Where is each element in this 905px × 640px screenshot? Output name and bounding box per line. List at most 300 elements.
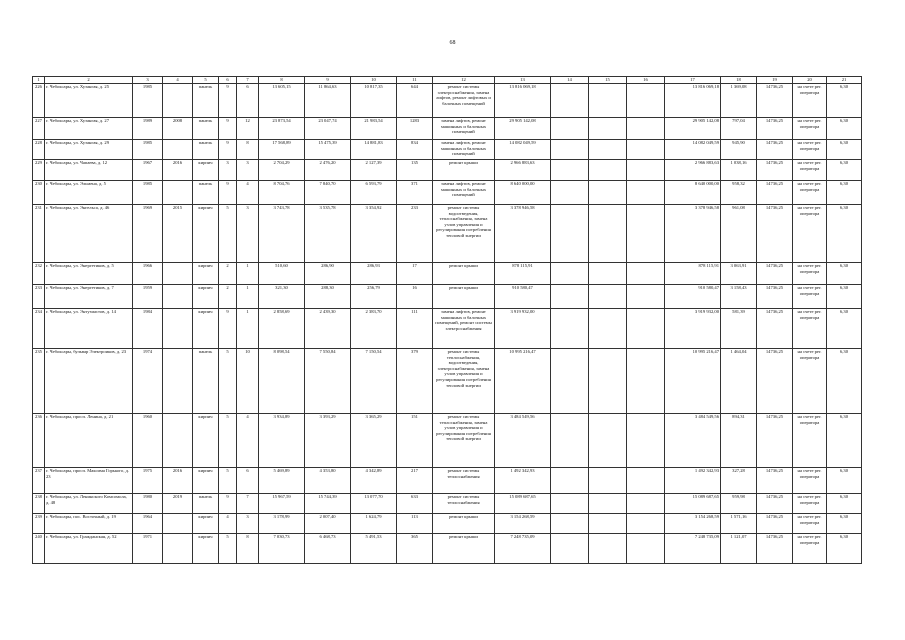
table-cell: 1974 [133,349,163,414]
table-cell: 14736,25 [757,309,793,349]
table-cell: 1 571,16 [721,514,757,534]
table-cell: 644 [397,84,433,118]
table-row [33,514,862,534]
table-cell: 3 354,92 [351,205,397,263]
table-cell [627,205,665,263]
table-cell: 3 535,78 [305,205,351,263]
header-cell: 17 [665,77,721,84]
table-cell: 29 905 142,08 [495,118,551,140]
table-cell: 6,30 [827,285,862,309]
table-cell: 15 475,39 [305,140,351,160]
table-cell [589,84,627,118]
table-cell: 8 640 000,00 [665,181,721,205]
table-cell: 232 [33,263,45,285]
table-cell: 3 743,78 [259,205,305,263]
table-cell: 14736,25 [757,349,793,414]
table-cell: 581,39 [721,309,757,349]
table-cell: 6,30 [827,160,862,181]
table-cell: кирпич [193,514,219,534]
table-cell: 10 995 216,47 [665,349,721,414]
table-cell: 226 [33,84,45,118]
table-cell: 7 840,70 [305,181,351,205]
table-cell: 1989 [133,118,163,140]
table-cell: 6,30 [827,514,862,534]
table-cell: кирпич [193,205,219,263]
table-cell [627,118,665,140]
table-cell: 910 580,47 [495,285,551,309]
table-cell: 2015 [163,205,193,263]
table-cell: на счете рег. оператора [793,263,827,285]
table-row [33,84,862,118]
table-cell: 7 550,84 [305,349,351,414]
table-cell: 1 [237,285,259,309]
header-cell: 16 [627,77,665,84]
table-cell: ремонт системы теплоснабжения [433,468,495,494]
table-cell: 3 378 946,58 [665,205,721,263]
table-cell [551,349,589,414]
table-cell: 1 [237,309,259,349]
table-cell: 6,30 [827,84,862,118]
table-cell: 958,32 [721,181,757,205]
table-cell: кирпич [193,534,219,564]
table-cell: на счете рег. оператора [793,285,827,309]
table-cell: 633 [397,494,433,514]
header-cell: 13 [495,77,551,84]
table-cell [163,514,193,534]
table-cell: на счете рег. оператора [793,140,827,160]
table-cell: 327,28 [721,468,757,494]
table-cell: 15 089 687,65 [665,494,721,514]
table-cell [551,140,589,160]
table-cell: 14736,25 [757,514,793,534]
table-cell [589,468,627,494]
table-cell: 4 353,80 [305,468,351,494]
table-cell: 3 393,29 [305,414,351,468]
table-cell: на счете рег. оператора [793,468,827,494]
table-cell: 7 248 735,09 [665,534,721,564]
table-cell: 834 [397,140,433,160]
table-cell [627,140,665,160]
table-cell: 237 [33,468,45,494]
table-cell [589,140,627,160]
table-cell [551,468,589,494]
table-cell: 17 [397,263,433,285]
table-cell: 8 [237,140,259,160]
table-cell: 14736,25 [757,414,793,468]
table-cell: 233 [397,205,433,263]
table-cell: 227 [33,118,45,140]
table-cell: 6 [237,468,259,494]
table-cell: 10 995 216,47 [495,349,551,414]
table-cell: 151 [397,414,433,468]
table-cell: 234 [33,309,45,349]
table-cell: 23 873,54 [259,118,305,140]
table-cell: 7 248 735,09 [495,534,551,564]
table-cell [163,263,193,285]
table-cell: панель [193,349,219,414]
table-cell: 8 098,54 [259,349,305,414]
table-cell [627,263,665,285]
table-cell [163,414,193,468]
table-cell: 6,30 [827,534,862,564]
table-cell: 4 [237,414,259,468]
table-cell: 14736,25 [757,84,793,118]
table-cell: 13 605,15 [259,84,305,118]
table-cell: 1975 [133,468,163,494]
header-cell: 1 [33,77,45,84]
table-cell: 7 150,54 [351,349,397,414]
table-cell: кирпич [193,263,219,285]
table-cell: г. Чебоксары, пос. Восточный, д. 19 [45,514,133,534]
table-cell: замена лифтов, ремонт машинных и балочных помещений [433,140,495,160]
table-cell: на счете рег. оператора [793,494,827,514]
table-cell [589,205,627,263]
table-cell [589,285,627,309]
table-cell: г. Чебоксары, просп. Ленина, д. 21 [45,414,133,468]
table-cell: 2 966 883,63 [665,160,721,181]
table-cell: 7 030,73 [259,534,305,564]
table-cell: 1967 [133,160,163,181]
table-cell: 11 864,63 [305,84,351,118]
table-cell [163,309,193,349]
table-cell: 4 [237,181,259,205]
table-cell: ремонт системы теплоснабжения [433,494,495,514]
header-cell: 10 [351,77,397,84]
table-cell: 4 [219,514,237,534]
table-row [33,160,862,181]
table-cell: 1969 [133,205,163,263]
table-cell [551,205,589,263]
table-cell: 2 704,29 [259,160,305,181]
table-cell: 9 [219,118,237,140]
table-cell: ремонт крыши [433,263,495,285]
table-cell: 1971 [133,534,163,564]
table-cell: 239 [33,514,45,534]
table-cell: на счете рег. оператора [793,118,827,140]
table-cell: ремонт системы водоотведения, теплоснабжения, замена узлов управления и регулирования потребления тепловой энергии [433,205,495,263]
header-cell: 20 [793,77,827,84]
table-cell: кирпич [193,414,219,468]
table-row [33,414,862,468]
table-cell: 3 934,89 [259,414,305,468]
table-cell: 961,08 [721,205,757,263]
header-cell: 15 [589,77,627,84]
table-cell: 14736,25 [757,160,793,181]
table-cell: 13 816 069,18 [495,84,551,118]
table-cell: 959,98 [721,494,757,514]
table-cell [163,140,193,160]
header-cell: 8 [259,77,305,84]
table-cell [163,349,193,414]
table-cell [589,160,627,181]
table-cell: панель [193,494,219,514]
table-cell [163,84,193,118]
table-cell: 15 967,59 [259,494,305,514]
table-cell: ремонт системы теплоснабжения, замена узлов управления и регулирования потребления тепловой энергии [433,414,495,468]
table-cell: 111 [397,309,433,349]
table-cell: 3 178,99 [259,514,305,534]
header-cell: 19 [757,77,793,84]
table-cell: 2 [219,285,237,309]
table-cell: 379 [397,349,433,414]
table-cell: 14736,25 [757,263,793,285]
table-cell: 2 127,39 [351,160,397,181]
table-cell: 10 [237,349,259,414]
table-cell: 8 704,76 [259,181,305,205]
repair-program-table [32,76,862,564]
table-cell: 3 [237,514,259,534]
table-cell [551,309,589,349]
table-cell: ремонт крыши [433,534,495,564]
table-cell [589,514,627,534]
table-cell: 2016 [163,160,193,181]
table-cell: 5 491,53 [351,534,397,564]
table-cell [551,181,589,205]
page-number: 68 [449,40,456,46]
table-cell: 1 492 342,93 [665,468,721,494]
table-cell: 1985 [133,140,163,160]
table-cell [627,84,665,118]
table-cell: 5 [219,414,237,468]
table-cell: на счете рег. оператора [793,84,827,118]
table-cell: 5 [219,534,237,564]
table-cell: 229 [33,160,45,181]
table-cell: на счете рег. оператора [793,349,827,414]
table-cell: 288,30 [305,285,351,309]
table-cell: 1283 [397,118,433,140]
table-cell: кирпич [193,309,219,349]
table-cell: 135 [397,160,433,181]
table-cell [589,414,627,468]
table-cell: 235 [33,349,45,414]
table-cell: 1985 [133,181,163,205]
table-cell: 878 115,91 [665,263,721,285]
table-cell [589,263,627,285]
table-cell: 8 640 000,00 [495,181,551,205]
table-cell: г. Чебоксары, ул. Хузангая, д. 27 [45,118,133,140]
table-cell [163,534,193,564]
header-cell: 18 [721,77,757,84]
table-row [33,309,862,349]
table-cell: 2019 [163,494,193,514]
table-cell: 2 [219,263,237,285]
table-cell: 15 744,39 [305,494,351,514]
table-cell: 286,90 [305,263,351,285]
table-cell [589,349,627,414]
table-cell: 1 121,07 [721,534,757,564]
table-cell: 12 [237,118,259,140]
table-cell [551,414,589,468]
header-cell: 12 [433,77,495,84]
table-cell: 14736,25 [757,118,793,140]
table-cell: 3 063,91 [721,263,757,285]
table-cell: 5 [219,205,237,263]
table-cell: 1985 [133,84,163,118]
table-cell: 371 [397,181,433,205]
table-cell: г. Чебоксары, ул. Ленинского Комсомола, д. 48 [45,494,133,514]
table-cell: 15 089 687,65 [495,494,551,514]
table-cell: 1960 [133,414,163,468]
table-cell: 14736,25 [757,468,793,494]
table-cell: 6,30 [827,140,862,160]
table-cell [627,468,665,494]
table-row [33,468,862,494]
table-cell: 14 082 049,59 [495,140,551,160]
table-cell: 9 [219,494,237,514]
table-cell: 10 817,35 [351,84,397,118]
table-cell: панель [193,118,219,140]
table-cell: 3 [219,160,237,181]
table-cell: 14736,25 [757,181,793,205]
table-cell: г. Чебоксары, ул. Хузангая, д. 29 [45,140,133,160]
table-cell [627,414,665,468]
table-cell: 3 154 268,59 [495,514,551,534]
table-cell: 14736,25 [757,285,793,309]
table-cell [163,181,193,205]
table-cell: г. Чебоксары, ул. Хузангая, д. 25 [45,84,133,118]
table-cell: 3 919 932,00 [495,309,551,349]
header-cell: 14 [551,77,589,84]
table-cell: 14 881,83 [351,140,397,160]
table-cell [627,349,665,414]
table-cell: 6,30 [827,263,862,285]
table-cell: 1 [237,263,259,285]
table-cell: 14736,25 [757,494,793,514]
table-cell [627,494,665,514]
table-cell: 5 469,89 [259,468,305,494]
table-cell: г. Чебоксары, просп. Максима Горького, д. 23 [45,468,133,494]
table-cell: 797,04 [721,118,757,140]
table-cell [627,160,665,181]
table-cell: 3 365,29 [351,414,397,468]
table-cell: 14736,25 [757,140,793,160]
table-cell: 1959 [133,285,163,309]
table-cell: 9 [219,309,237,349]
table-cell: кирпич [193,160,219,181]
table-cell: на счете рег. оператора [793,160,827,181]
table-cell: кирпич [193,468,219,494]
table-cell: 238 [33,494,45,514]
table-cell: 13 816 069,18 [665,84,721,118]
table-cell: 231 [33,205,45,263]
table-cell: 113 [397,514,433,534]
table-cell: 240 [33,534,45,564]
table-cell: на счете рег. оператора [793,514,827,534]
table-cell: 14736,25 [757,534,793,564]
table-cell: 7 [237,494,259,514]
table-cell: 510,60 [259,263,305,285]
table-cell: 910 580,47 [665,285,721,309]
table-cell: 1 492 342,93 [495,468,551,494]
table-cell [627,514,665,534]
table-row [33,118,862,140]
table-cell: 3 378 946,58 [495,205,551,263]
table-row [33,140,862,160]
table-cell: замена лифтов, ремонт машинных и балочных помещений [433,118,495,140]
table-cell [589,534,627,564]
table-cell: 2 476,20 [305,160,351,181]
table-cell: 256,79 [351,285,397,309]
table-cell: 1 624,79 [351,514,397,534]
table-cell: 6,30 [827,414,862,468]
table-cell [627,309,665,349]
table-cell: 9 [219,140,237,160]
table-cell: 1 464,04 [721,349,757,414]
table-cell: 6,30 [827,181,862,205]
table-cell [551,160,589,181]
table-cell: замена лифтов, ремонт машинных и балочных помещений [433,181,495,205]
table-row [33,494,862,514]
table-cell: кирпич [193,285,219,309]
table-cell: 3 484 549,56 [495,414,551,468]
header-cell: 3 [133,77,163,84]
table-cell: ремонт системы электроснабжения, замена лифтов, ремонт лифтовых и балочных помещений [433,84,495,118]
table-cell [551,494,589,514]
table-cell: ремонт системы теплоснабжения, водоотведения, электроснабжения, замена узлов управления и регулирования потребления тепловой энергии [433,349,495,414]
table-cell: 1 038,16 [721,160,757,181]
table-cell [589,494,627,514]
table-cell: 5 [219,349,237,414]
table-cell: 14736,25 [757,205,793,263]
table-cell [551,514,589,534]
table-cell: 14 082 049,59 [665,140,721,160]
header-cell: 21 [827,77,862,84]
header-cell: 9 [305,77,351,84]
table-cell [589,181,627,205]
table-cell: 23 047,74 [305,118,351,140]
table-cell: 6,30 [827,494,862,514]
table-cell: 1964 [133,514,163,534]
table-cell: ремонт крыши [433,514,495,534]
table-cell: 878 115,91 [495,263,551,285]
table-cell: 2 007,40 [305,514,351,534]
table-cell: 13 077,70 [351,494,397,514]
table-cell: 233 [33,285,45,309]
table-row [33,205,862,263]
table-cell: 945,90 [721,140,757,160]
table-cell: на счете рег. оператора [793,181,827,205]
table-cell: 228 [33,140,45,160]
table-cell: на счете рег. оператора [793,534,827,564]
table-cell: 16 [397,285,433,309]
table-cell: 3 158,43 [721,285,757,309]
table-cell: г. Чебоксары, бульвар Электроиков, д. 23 [45,349,133,414]
table-cell: 3 484 549,56 [665,414,721,468]
table-cell: 2 966 883,63 [495,160,551,181]
table-cell: 894,31 [721,414,757,468]
table-cell: 3 [237,205,259,263]
table-cell: 8 [237,534,259,564]
table-cell: ремонт крыши [433,160,495,181]
table-cell: г. Чебоксары, ул. Энергетиков, д. 5 [45,263,133,285]
table-cell: 6,30 [827,205,862,263]
table-cell: 1980 [133,494,163,514]
header-cell: 5 [193,77,219,84]
table-cell: 1984 [133,309,163,349]
table-row [33,349,862,414]
header-cell: 6 [219,77,237,84]
header-cell: 11 [397,77,433,84]
table-cell: 9 [219,84,237,118]
table-cell: 29 905 142,08 [665,118,721,140]
table-cell [163,285,193,309]
table-cell [627,285,665,309]
table-cell [551,84,589,118]
table-cell: на счете рег. оператора [793,205,827,263]
table-cell: 365 [397,534,433,564]
table-cell: г. Чебоксары, ул. Гражданская, д. 52 [45,534,133,564]
table-cell: г. Чебоксары, ул. Энтузиастов, д. 14 [45,309,133,349]
